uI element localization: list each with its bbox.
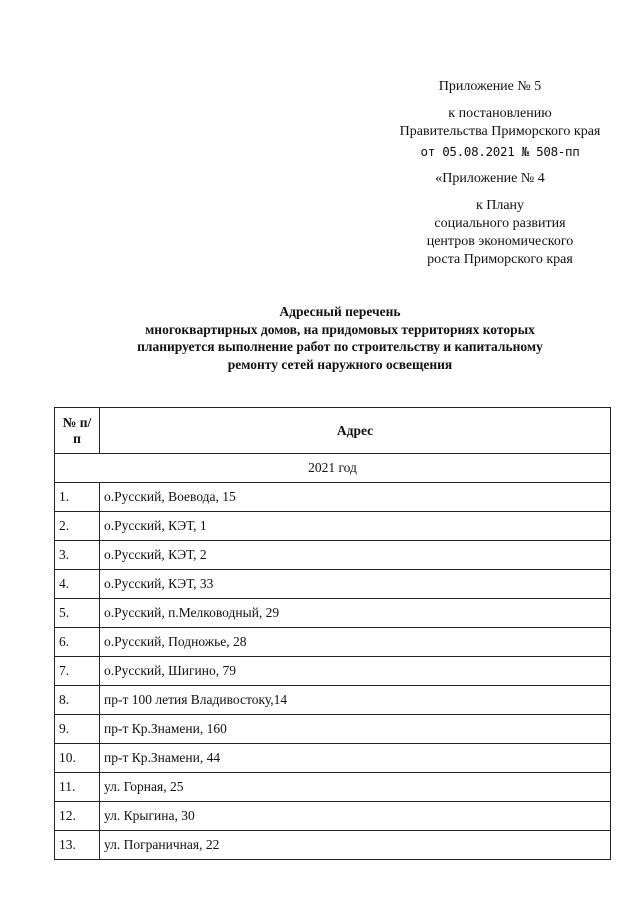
row-address: о.Русский, п.Мелководный, 29 bbox=[100, 599, 611, 628]
table-header-row bbox=[55, 408, 611, 454]
table-row bbox=[55, 599, 611, 628]
table-row bbox=[55, 570, 611, 599]
row-number: 8. bbox=[55, 686, 100, 715]
table-row bbox=[55, 802, 611, 831]
row-number: 7. bbox=[55, 657, 100, 686]
row-address: пр-т 100 летия Владивостоку,14 bbox=[100, 686, 611, 715]
resolution-reference bbox=[380, 105, 620, 141]
row-number: 5. bbox=[55, 599, 100, 628]
plan-reference bbox=[380, 197, 620, 269]
year-cell: 2021 год bbox=[55, 454, 611, 483]
row-address: о.Русский, Воевода, 15 bbox=[100, 483, 611, 512]
plan-line: социального развития bbox=[434, 216, 566, 231]
resolution-line: Правительства Приморского края bbox=[399, 124, 601, 139]
number-header-line: № п/ bbox=[62, 414, 92, 430]
plan-line: центров экономического bbox=[426, 234, 574, 249]
table-row bbox=[55, 657, 611, 686]
table-row bbox=[55, 715, 611, 744]
row-number: 6. bbox=[55, 628, 100, 657]
table-row bbox=[55, 483, 611, 512]
table-row bbox=[55, 512, 611, 541]
address-column-header: Адрес bbox=[100, 408, 611, 454]
table-row bbox=[55, 541, 611, 570]
row-address: о.Русский, КЭТ, 33 bbox=[100, 570, 611, 599]
plan-line: роста Приморского края bbox=[427, 252, 573, 267]
resolution-date: от 05.08.2021 № 508-пп bbox=[420, 144, 580, 159]
number-header-line: п bbox=[73, 430, 81, 446]
table-row bbox=[55, 831, 611, 860]
row-address: пр-т Кр.Знамени, 160 bbox=[100, 715, 611, 744]
row-number: 3. bbox=[55, 541, 100, 570]
number-column-header bbox=[55, 408, 100, 454]
table-row bbox=[55, 744, 611, 773]
appendix-label: Приложение № 5 bbox=[438, 79, 542, 94]
table-row bbox=[55, 628, 611, 657]
plan-line: к Плану bbox=[475, 198, 525, 213]
title-line: планируется выполнение работ по строительству и капитальному bbox=[137, 339, 543, 354]
table-row bbox=[55, 686, 611, 715]
row-number: 4. bbox=[55, 570, 100, 599]
title-line: ремонту сетей наружного освещения bbox=[227, 356, 453, 372]
row-address: пр-т Кр.Знамени, 44 bbox=[100, 744, 611, 773]
appendix4-label: «Приложение № 4 bbox=[435, 171, 545, 186]
row-number: 12. bbox=[55, 802, 100, 831]
row-address: о.Русский, КЭТ, 1 bbox=[100, 512, 611, 541]
row-number: 2. bbox=[55, 512, 100, 541]
row-number: 11. bbox=[55, 773, 100, 802]
table-row bbox=[55, 773, 611, 802]
year-row bbox=[55, 454, 611, 483]
row-number: 9. bbox=[55, 715, 100, 744]
row-number: 1. bbox=[55, 483, 100, 512]
row-address: ул. Пограничная, 22 bbox=[100, 831, 611, 860]
address-table bbox=[54, 407, 611, 860]
title-line: многоквартирных домов, на придомовых территориях которых bbox=[145, 321, 535, 337]
row-address: ул. Горная, 25 bbox=[100, 773, 611, 802]
row-number: 13. bbox=[55, 831, 100, 860]
title-line: Адресный перечень bbox=[279, 304, 401, 319]
row-address: о.Русский, Подножье, 28 bbox=[100, 628, 611, 657]
document-title bbox=[90, 303, 590, 373]
row-address: о.Русский, Шигино, 79 bbox=[100, 657, 611, 686]
row-address: ул. Крыгина, 30 bbox=[100, 802, 611, 831]
row-number: 10. bbox=[55, 744, 100, 773]
row-address: о.Русский, КЭТ, 2 bbox=[100, 541, 611, 570]
resolution-line: к постановлению bbox=[448, 106, 552, 121]
